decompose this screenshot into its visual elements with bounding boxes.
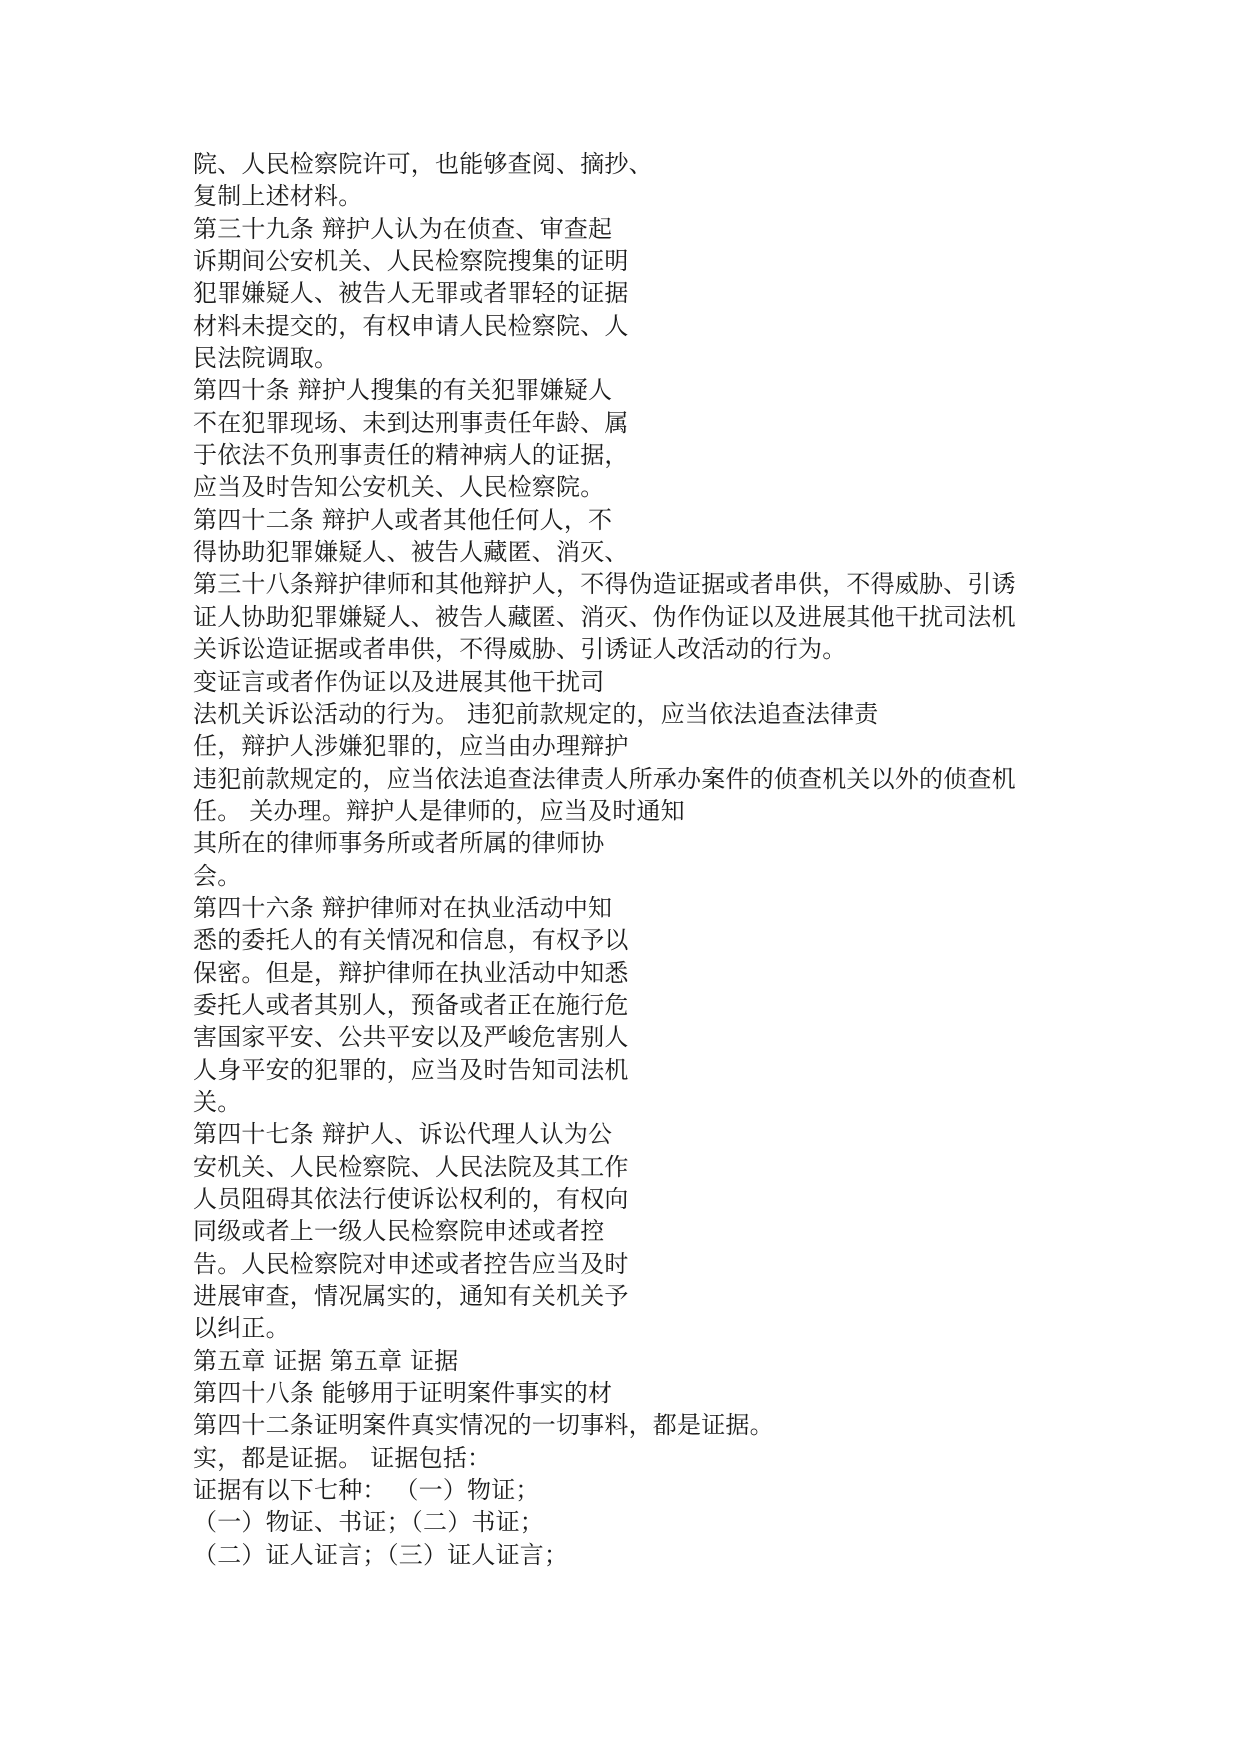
text-line: 院、人民检察院许可，也能够查阅、摘抄、 bbox=[193, 150, 653, 178]
text-line: （一）物证、书证；（二）书证； bbox=[193, 1508, 544, 1537]
text-line: 得协助犯罪嫌疑人、被告人藏匿、消灭、 bbox=[193, 538, 629, 567]
text-line: 委托人或者其别人，预备或者正在施行危 bbox=[193, 990, 629, 1019]
text-line: 民法院调取。 bbox=[193, 344, 339, 373]
text-line: 第四十六条 辩护律师对在执业活动中知 bbox=[193, 893, 613, 922]
text-line: 材料未提交的，有权申请人民检察院、人 bbox=[193, 311, 629, 340]
text-line: 第三十九条 辩护人认为在侦查、审查起 bbox=[193, 214, 613, 243]
text-line: 第四十条 辩护人搜集的有关犯罪嫌疑人 bbox=[193, 376, 613, 405]
text-line: 以纠正。 bbox=[193, 1314, 290, 1343]
text-line: 人身平安的犯罪的，应当及时告知司法机 bbox=[193, 1055, 629, 1084]
text-line: 不在犯罪现场、未到达刑事责任年龄、属 bbox=[193, 408, 629, 437]
text-line: 违犯前款规定的，应当依法追查法律责人所承办案件的侦查机关以外的侦查机 bbox=[193, 764, 1016, 793]
text-line: 第三十八条辩护律师和其他辩护人，不得伪造证据或者串供，不得威胁、引诱 bbox=[193, 570, 1016, 599]
text-line: 实，都是证据。 证据包括： bbox=[193, 1443, 492, 1472]
text-line: 证据有以下七种： （一）物证； bbox=[193, 1476, 540, 1505]
text-line: 保密。但是，辩护律师在执业活动中知悉 bbox=[193, 958, 629, 987]
text-line: 安机关、人民检察院、人民法院及其工作 bbox=[193, 1152, 629, 1181]
text-line: 进展审查，情况属实的，通知有关机关予 bbox=[193, 1282, 629, 1311]
text-line: 同级或者上一级人民检察院申述或者控 bbox=[193, 1217, 605, 1246]
text-line: 任。 关办理。辩护人是律师的，应当及时通知 bbox=[193, 796, 685, 825]
text-line: 第五章 证据 第五章 证据 bbox=[193, 1346, 459, 1375]
text-line: 第四十二条证明案件真实情况的一切事料，都是证据。 bbox=[193, 1411, 774, 1440]
text-line: 关。 bbox=[193, 1087, 242, 1116]
text-line: （二）证人证言；（三）证人证言； bbox=[193, 1540, 569, 1569]
text-line: 关诉讼造证据或者串供，不得威胁、引诱证人改活动的行为。 bbox=[193, 635, 847, 664]
text-line: 告。人民检察院对申述或者控告应当及时 bbox=[193, 1249, 629, 1278]
text-line: 证人协助犯罪嫌疑人、被告人藏匿、消灭、伪作伪证以及进展其他干扰司法机 bbox=[193, 602, 1016, 631]
text-line: 人员阻碍其依法行使诉讼权利的，有权向 bbox=[193, 1185, 629, 1213]
text-line: 害国家平安、公共平安以及严峻危害别人 bbox=[193, 1023, 629, 1052]
text-line: 会。 bbox=[193, 861, 242, 890]
text-line: 悉的委托人的有关情况和信息，有权予以 bbox=[193, 926, 629, 955]
text-line: 犯罪嫌疑人、被告人无罪或者罪轻的证据 bbox=[193, 279, 629, 308]
text-line: 任，辩护人涉嫌犯罪的，应当由办理辩护 bbox=[193, 732, 629, 761]
text-line: 诉期间公安机关、人民检察院搜集的证明 bbox=[193, 247, 629, 276]
text-line: 法机关诉讼活动的行为。 违犯前款规定的，应当依法追查法律责 bbox=[193, 699, 879, 728]
text-line: 变证言或者作伪证以及进展其他干扰司 bbox=[193, 667, 605, 696]
text-line: 应当及时告知公安机关、人民检察院。 bbox=[193, 473, 605, 502]
text-line: 第四十二条 辩护人或者其他任何人，不 bbox=[193, 505, 613, 534]
text-line: 复制上述材料。 bbox=[193, 182, 363, 211]
text-line: 第四十八条 能够用于证明案件事实的材 bbox=[193, 1379, 613, 1408]
document-body bbox=[193, 148, 1093, 1571]
text-line: 于依法不负刑事责任的精神病人的证据， bbox=[193, 441, 629, 470]
text-line: 第四十七条 辩护人、诉讼代理人认为公 bbox=[193, 1120, 613, 1149]
text-line: 其所在的律师事务所或者所属的律师协 bbox=[193, 829, 605, 858]
